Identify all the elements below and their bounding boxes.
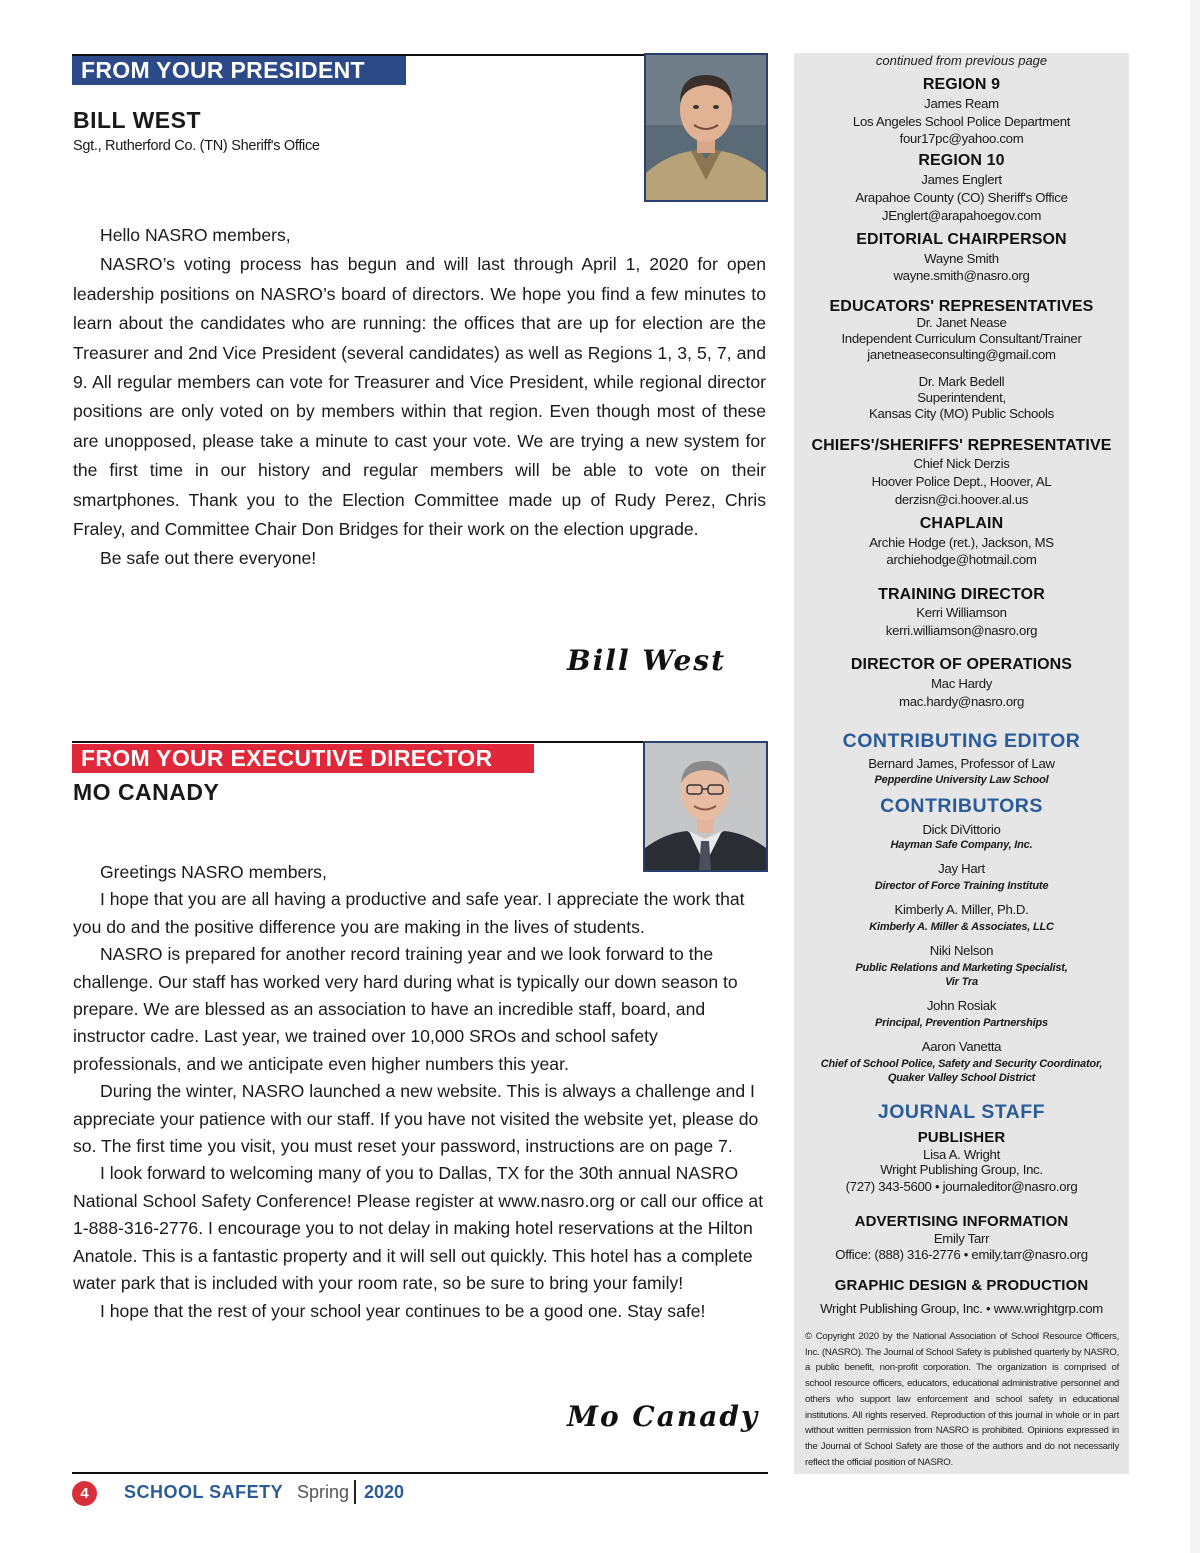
contributor-org: Principal, Prevention Partnerships	[875, 1017, 1048, 1029]
director-header-rule	[72, 741, 644, 743]
editorial-email: wayne.smith@nasro.org	[893, 268, 1030, 283]
contributor-org: Vir Tra	[945, 976, 978, 988]
journal-staff-heading: JOURNAL STAFF	[877, 1101, 1046, 1123]
educator2-org: Kansas City (MO) Public Schools	[869, 406, 1054, 421]
director-photo	[643, 741, 768, 872]
educator2-name: Dr. Mark Bedell	[918, 374, 1005, 389]
training-heading: TRAINING DIRECTOR	[878, 586, 1045, 603]
contributor-name: John Rosiak	[926, 998, 997, 1013]
operations-heading: DIRECTOR OF OPERATIONS	[850, 656, 1073, 673]
publisher-contact: (727) 343-5600 • journaleditor@nasro.org	[845, 1179, 1078, 1194]
president-section-title: FROM YOUR PRESIDENT	[72, 56, 406, 85]
region10-name: James Englert	[921, 172, 1002, 187]
contributing-editor-heading: CONTRIBUTING EDITOR	[842, 730, 1081, 752]
page-number-badge: 4	[72, 1481, 97, 1506]
director-letter	[73, 859, 766, 1325]
footer-divider	[354, 1480, 356, 1504]
president-paragraph: Hello NASRO members,	[100, 225, 291, 245]
director-paragraph: I hope that the rest of your school year continues to be a good one. Stay safe!	[100, 1300, 706, 1321]
graphic-contact: Wright Publishing Group, Inc. • www.wrightgrp.com	[820, 1301, 1103, 1316]
president-name: BILL WEST	[73, 107, 202, 133]
chiefs-org: Hoover Police Dept., Hoover, AL	[871, 474, 1052, 489]
contributor-name: Kimberly A. Miller, Ph.D.	[894, 902, 1029, 917]
contributor-org: Director of Force Training Institute	[874, 880, 1049, 892]
publisher-heading: PUBLISHER	[917, 1129, 1006, 1146]
director-name: MO CANADY	[73, 779, 220, 805]
director-section-title: FROM YOUR EXECUTIVE DIRECTOR	[72, 744, 534, 773]
contributor-org: Public Relations and Marketing Specialist,	[855, 962, 1068, 974]
educator1-role: Independent Curriculum Consultant/Trainer	[841, 331, 1082, 346]
contributor-name: Niki Nelson	[929, 943, 994, 958]
director-paragraph: During the winter, NASRO launched a new website. This is always a challenge and I appreciate your patience with our staff. If you have not visited the website yet, please do so. The first time you visit, you must reset your password, instructions are on page 7.	[73, 1081, 759, 1157]
educator1-email: janetneaseconsulting@gmail.com	[867, 347, 1056, 362]
president-title: Sgt., Rutherford Co. (TN) Sheriff's Office	[73, 138, 320, 154]
president-signature: Bill West	[567, 644, 726, 677]
copyright-notice: © Copyright 2020 by the National Association of School Resource Officers, Inc. (NASRO). The Journal of School Safety is published quarterly by NASRO, a public benefit, non-profit corporation. The organization is comprised of school resource officers, educators, educational administrative personnel and others who support law enforcement and school safety in educational institutions. All rights reserved. Reproduction of this journal in whole or in part without written permission from NASRO is prohibited. Opinions expressed in the Journal of School Safety are those of the authors and do not necessarily reflect the official position of NASRO.	[805, 1331, 1119, 1468]
chiefs-name: Chief Nick Derzis	[913, 456, 1010, 471]
page-edge	[1190, 0, 1200, 1553]
graphic-heading: GRAPHIC DESIGN & PRODUCTION	[834, 1277, 1089, 1294]
operations-name: Mac Hardy	[930, 676, 993, 691]
continued-note: continued from previous page	[875, 53, 1048, 68]
contributing-editor-org: Pepperdine University Law School	[874, 774, 1049, 786]
footer-season: Spring	[297, 1482, 350, 1502]
president-paragraph: NASRO’s voting process has begun and will last through April 1, 2020 for open leadership positions on NASRO’s board of directors. We hope you find a few minutes to learn about the candidates who are running: the offices that are up for election are the Treasurer and 2nd Vice President (several candidates) as well as Regions 1, 3, 5, 7, and 9. All regular members can vote for Treasurer and Vice President, while regional director positions are only voted on by members within that region. Even though most of these are unopposed, please take a minute to cast your vote. We are trying a new system for the first time in our history and regular members will be able to vote on their smartphones. Thank you to the Election Committee made up of Rudy Perez, Chris Fraley, and Committee Chair Don Bridges for their work on the election upgrade.	[73, 254, 766, 540]
educators-heading: EDUCATORS' REPRESENTATIVES	[829, 298, 1094, 315]
director-signature: Mo Canady	[567, 1400, 760, 1433]
contributor-org: Hayman Safe Company, Inc.	[890, 839, 1033, 851]
contributor-org: Quaker Valley School District	[887, 1072, 1036, 1084]
region10-email: JEnglert@arapahoegov.com	[881, 208, 1042, 223]
director-paragraph: NASRO is prepared for another record training year and we look forward to the challenge. Our staff has worked very hard during what is typically our down season to prepare. We are blessed as an association to have an incredible staff, board, and instructor cadre. Last year, we trained over 10,000 SROs and school safety professionals, and we anticipate even higher numbers this year.	[73, 944, 738, 1074]
contributors-heading: CONTRIBUTORS	[880, 795, 1043, 817]
masthead-sidebar	[794, 53, 1129, 1474]
region9-name: James Ream	[924, 96, 999, 111]
president-paragraph: Be safe out there everyone!	[100, 548, 317, 569]
president-letter	[73, 221, 766, 574]
operations-email: mac.hardy@nasro.org	[899, 694, 1024, 709]
chaplain-email: archiehodge@hotmail.com	[886, 552, 1037, 567]
educator1-name: Dr. Janet Nease	[916, 315, 1007, 330]
chaplain-name: Archie Hodge (ret.), Jackson, MS	[869, 535, 1054, 550]
president-photo	[644, 53, 768, 202]
director-paragraph: Greetings NASRO members,	[100, 862, 327, 882]
chaplain-heading: CHAPLAIN	[919, 515, 1004, 532]
region9-heading: REGION 9	[922, 76, 1001, 93]
contributor-org: Chief of School Police, Safety and Security Coordinator,	[820, 1058, 1103, 1070]
advertising-heading: ADVERTISING INFORMATION	[854, 1213, 1069, 1230]
editorial-name: Wayne Smith	[924, 251, 999, 266]
region9-org: Los Angeles School Police Department	[852, 114, 1071, 129]
footer-rule	[72, 1472, 768, 1474]
advertising-name: Emily Tarr	[933, 1231, 990, 1246]
educator2-role: Superintendent,	[917, 390, 1006, 405]
contributor-name: Dick DiVittorio	[922, 822, 1001, 837]
footer-magazine-title: SCHOOL SAFETY	[124, 1482, 284, 1502]
advertising-contact: Office: (888) 316-2776 • emily.tarr@nasro.org	[835, 1247, 1088, 1262]
publisher-org: Wright Publishing Group, Inc.	[880, 1162, 1043, 1177]
contributor-org: Kimberly A. Miller & Associates, LLC	[869, 921, 1054, 933]
training-name: Kerri Williamson	[916, 605, 1007, 620]
region9-email: four17pc@yahoo.com	[899, 131, 1024, 146]
region10-heading: REGION 10	[918, 152, 1005, 169]
footer-year: 2020	[364, 1482, 405, 1502]
director-paragraph: I look forward to welcoming many of you to Dallas, TX for the 30th annual NASRO National School Safety Conference! Please register at www.nasro.org or call our office at 1-888-316-2776. I encourage you to not delay in making hotel reservations at the Hilton Anatole. This is a fantastic property and it will sell out quickly. This hotel has a complete water park that is included with your room rate, so be sure to bring your family!	[73, 1163, 764, 1294]
director-paragraph: I hope that you are all having a productive and safe year. I appreciate the work that you do and the positive difference you are making in the lives of students.	[73, 889, 745, 937]
editorial-heading: EDITORIAL CHAIRPERSON	[856, 231, 1067, 248]
publisher-name: Lisa A. Wright	[923, 1147, 1000, 1162]
chiefs-email: derzisn@ci.hoover.al.us	[894, 492, 1029, 507]
region10-org: Arapahoe County (CO) Sheriff's Office	[855, 190, 1068, 205]
contributor-name: Aaron Vanetta	[921, 1039, 1002, 1054]
contributor-name: Jay Hart	[938, 861, 985, 876]
contributing-editor-name: Bernard James, Professor of Law	[868, 756, 1055, 771]
chiefs-heading: CHIEFS'/SHERIFFS' REPRESENTATIVE	[811, 437, 1112, 454]
training-email: kerri.williamson@nasro.org	[885, 623, 1038, 638]
